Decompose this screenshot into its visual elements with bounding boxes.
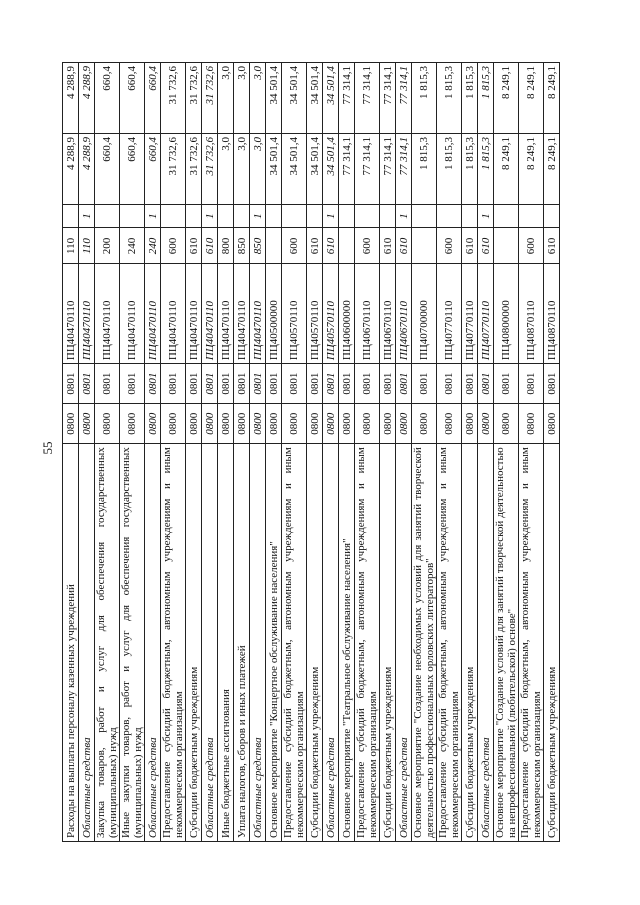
amount-cell-2: 8 249,1 <box>494 63 519 134</box>
target-article-cell: ПЦ40700000 <box>412 264 437 364</box>
target-article-cell: ПЦ40770110 <box>437 264 462 364</box>
amount-cell-2: 31 732,6 <box>202 63 218 134</box>
table-row <box>250 63 266 842</box>
amount-cell-2: 31 732,6 <box>186 63 202 134</box>
amount-cell-1: 1 815,3 <box>478 133 494 204</box>
section-code-cell: 0800 <box>250 404 266 444</box>
target-article-cell: ПЦ40870110 <box>544 264 560 364</box>
target-article-cell: ПЦ40470110 <box>63 264 79 364</box>
expense-type-cell: 610 <box>478 228 494 264</box>
amount-cell-2: 660,4 <box>145 63 161 134</box>
source-code-cell <box>186 204 202 228</box>
amount-cell-2: 8 249,1 <box>519 63 544 134</box>
section-code-cell: 0800 <box>494 404 519 444</box>
amount-cell-2: 34 501,4 <box>307 63 323 134</box>
table-row <box>519 63 544 842</box>
table-row <box>266 63 282 842</box>
row-name-cell: Областные средства <box>396 444 412 842</box>
amount-cell-2: 34 501,4 <box>323 63 339 134</box>
target-article-cell: ПЦ40870110 <box>519 264 544 364</box>
row-name-cell: Областные средства <box>478 444 494 842</box>
amount-cell-2: 1 815,3 <box>412 63 437 134</box>
source-code-cell <box>218 204 234 228</box>
expense-type-cell: 610 <box>307 228 323 264</box>
table-row <box>380 63 396 842</box>
subsection-code-cell: 0801 <box>161 364 186 404</box>
expense-type-cell: 850 <box>234 228 250 264</box>
source-code-cell: 1 <box>478 204 494 228</box>
subsection-code-cell: 0801 <box>234 364 250 404</box>
row-name-cell: Предоставление субсидий бюджетным, автономным учреждениям и иным некоммерческим организациям <box>437 444 462 842</box>
subsection-code-cell: 0801 <box>202 364 218 404</box>
section-code-cell: 0800 <box>145 404 161 444</box>
amount-cell-1: 77 314,1 <box>380 133 396 204</box>
target-article-cell: ПЦ40600000 <box>339 264 355 364</box>
amount-cell-1: 34 501,4 <box>266 133 282 204</box>
row-name-cell: Предоставление субсидий бюджетным, автономным учреждениям и иным некоммерческим организациям <box>282 444 307 842</box>
expense-type-cell: 600 <box>437 228 462 264</box>
subsection-code-cell: 0801 <box>266 364 282 404</box>
rotated-table-frame <box>62 62 622 842</box>
amount-cell-1: 77 314,1 <box>355 133 380 204</box>
amount-cell-1: 34 501,4 <box>323 133 339 204</box>
target-article-cell: ПЦ40670110 <box>380 264 396 364</box>
amount-cell-2: 3,0 <box>234 63 250 134</box>
row-name-cell: Предоставление субсидий бюджетным, автономным учреждениям и иным некоммерческим организациям <box>355 444 380 842</box>
row-name-cell: Субсидии бюджетным учреждениям <box>544 444 560 842</box>
amount-cell-1: 660,4 <box>95 133 120 204</box>
source-code-cell: 1 <box>250 204 266 228</box>
section-code-cell: 0800 <box>161 404 186 444</box>
source-code-cell <box>234 204 250 228</box>
table-row <box>145 63 161 842</box>
target-article-cell: ПЦ40470110 <box>250 264 266 364</box>
amount-cell-2: 660,4 <box>95 63 120 134</box>
expense-type-cell: 600 <box>282 228 307 264</box>
section-code-cell: 0800 <box>63 404 79 444</box>
section-code-cell: 0800 <box>120 404 145 444</box>
table-row <box>339 63 355 842</box>
amount-cell-2: 4 288,9 <box>63 63 79 134</box>
row-name-cell: Субсидии бюджетным учреждениям <box>462 444 478 842</box>
expense-type-cell <box>494 228 519 264</box>
expense-type-cell <box>339 228 355 264</box>
section-code-cell: 0800 <box>380 404 396 444</box>
subsection-code-cell: 0801 <box>250 364 266 404</box>
amount-cell-1: 660,4 <box>145 133 161 204</box>
expense-type-cell: 610 <box>544 228 560 264</box>
target-article-cell: ПЦ40570110 <box>282 264 307 364</box>
section-code-cell: 0800 <box>95 404 120 444</box>
row-name-cell: Закупка товаров, работ и услуг для обеспечения государственных (муниципальных) нужд <box>95 444 120 842</box>
section-code-cell: 0800 <box>412 404 437 444</box>
amount-cell-2: 31 732,6 <box>161 63 186 134</box>
source-code-cell: 1 <box>79 204 95 228</box>
section-code-cell: 0800 <box>282 404 307 444</box>
section-code-cell: 0800 <box>186 404 202 444</box>
amount-cell-1: 34 501,4 <box>282 133 307 204</box>
table-row <box>494 63 519 842</box>
expense-type-cell: 610 <box>396 228 412 264</box>
table-row <box>355 63 380 842</box>
subsection-code-cell: 0801 <box>396 364 412 404</box>
source-code-cell: 1 <box>396 204 412 228</box>
subsection-code-cell: 0801 <box>120 364 145 404</box>
amount-cell-2: 8 249,1 <box>544 63 560 134</box>
row-name-cell: Иные бюджетные ассигнования <box>218 444 234 842</box>
section-code-cell: 0800 <box>234 404 250 444</box>
expense-type-cell: 110 <box>79 228 95 264</box>
expense-type-cell: 610 <box>202 228 218 264</box>
source-code-cell <box>380 204 396 228</box>
subsection-code-cell: 0801 <box>186 364 202 404</box>
source-code-cell <box>412 204 437 228</box>
target-article-cell: ПЦ40500000 <box>266 264 282 364</box>
amount-cell-1: 8 249,1 <box>494 133 519 204</box>
subsection-code-cell: 0801 <box>478 364 494 404</box>
table-row <box>186 63 202 842</box>
row-name-cell: Субсидии бюджетным учреждениям <box>307 444 323 842</box>
source-code-cell <box>519 204 544 228</box>
subsection-code-cell: 0801 <box>519 364 544 404</box>
amount-cell-1: 77 314,1 <box>396 133 412 204</box>
table-row <box>218 63 234 842</box>
expense-type-cell: 610 <box>323 228 339 264</box>
expense-type-cell: 240 <box>145 228 161 264</box>
subsection-code-cell: 0801 <box>95 364 120 404</box>
amount-cell-1: 3,0 <box>250 133 266 204</box>
rotated-table-container <box>62 62 640 838</box>
section-code-cell: 0800 <box>437 404 462 444</box>
budget-table <box>62 62 560 842</box>
section-code-cell: 0800 <box>218 404 234 444</box>
subsection-code-cell: 0801 <box>544 364 560 404</box>
table-row <box>544 63 560 842</box>
source-code-cell <box>355 204 380 228</box>
amount-cell-2: 1 815,3 <box>462 63 478 134</box>
amount-cell-1: 8 249,1 <box>544 133 560 204</box>
row-name-cell: Областные средства <box>79 444 95 842</box>
section-code-cell: 0800 <box>396 404 412 444</box>
expense-type-cell: 600 <box>161 228 186 264</box>
source-code-cell <box>63 204 79 228</box>
subsection-code-cell: 0801 <box>79 364 95 404</box>
table-row <box>282 63 307 842</box>
section-code-cell: 0800 <box>79 404 95 444</box>
subsection-code-cell: 0801 <box>218 364 234 404</box>
amount-cell-1: 660,4 <box>120 133 145 204</box>
expense-type-cell: 850 <box>250 228 266 264</box>
source-code-cell: 1 <box>323 204 339 228</box>
target-article-cell: ПЦ40470110 <box>202 264 218 364</box>
source-code-cell <box>494 204 519 228</box>
table-row <box>120 63 145 842</box>
amount-cell-1: 31 732,6 <box>186 133 202 204</box>
expense-type-cell: 610 <box>186 228 202 264</box>
amount-cell-1: 3,0 <box>234 133 250 204</box>
table-row <box>202 63 218 842</box>
row-name-cell: Областные средства <box>250 444 266 842</box>
row-name-cell: Основное мероприятие "Концертное обслуживание населения" <box>266 444 282 842</box>
amount-cell-2: 1 815,3 <box>437 63 462 134</box>
budget-table-body <box>63 63 560 842</box>
table-row <box>234 63 250 842</box>
expense-type-cell: 200 <box>95 228 120 264</box>
amount-cell-2: 660,4 <box>120 63 145 134</box>
source-code-cell <box>95 204 120 228</box>
subsection-code-cell: 0801 <box>323 364 339 404</box>
subsection-code-cell: 0801 <box>63 364 79 404</box>
amount-cell-2: 3,0 <box>250 63 266 134</box>
amount-cell-1: 31 732,6 <box>202 133 218 204</box>
amount-cell-1: 31 732,6 <box>161 133 186 204</box>
amount-cell-1: 8 249,1 <box>519 133 544 204</box>
source-code-cell <box>339 204 355 228</box>
row-name-cell: Иные закупки товаров, работ и услуг для обеспечения государственных (муниципальных) нужд <box>120 444 145 842</box>
row-name-cell: Субсидии бюджетным учреждениям <box>186 444 202 842</box>
row-name-cell: Предоставление субсидий бюджетным, автономным учреждениям и иным некоммерческим организациям <box>161 444 186 842</box>
amount-cell-1: 4 288,9 <box>63 133 79 204</box>
amount-cell-2: 1 815,3 <box>478 63 494 134</box>
amount-cell-2: 77 314,1 <box>339 63 355 134</box>
source-code-cell <box>307 204 323 228</box>
amount-cell-2: 77 314,1 <box>355 63 380 134</box>
expense-type-cell: 110 <box>63 228 79 264</box>
source-code-cell: 1 <box>202 204 218 228</box>
subsection-code-cell: 0801 <box>437 364 462 404</box>
expense-type-cell: 610 <box>380 228 396 264</box>
source-code-cell <box>161 204 186 228</box>
source-code-cell <box>544 204 560 228</box>
amount-cell-1: 34 501,4 <box>307 133 323 204</box>
section-code-cell: 0800 <box>266 404 282 444</box>
amount-cell-1: 77 314,1 <box>339 133 355 204</box>
subsection-code-cell: 0801 <box>412 364 437 404</box>
subsection-code-cell: 0801 <box>355 364 380 404</box>
row-name-cell: Основное мероприятие "Создание условий для занятий творческой деятельностью на непрофессиональной (любительской) основе" <box>494 444 519 842</box>
amount-cell-1: 1 815,3 <box>412 133 437 204</box>
table-row <box>79 63 95 842</box>
row-name-cell: Уплата налогов, сборов и иных платежей <box>234 444 250 842</box>
subsection-code-cell: 0801 <box>282 364 307 404</box>
expense-type-cell: 610 <box>462 228 478 264</box>
table-row <box>396 63 412 842</box>
amount-cell-1: 1 815,3 <box>437 133 462 204</box>
row-name-cell: Основное мероприятие "Создание необходимых условий для занятий творческой деятельностью профессиональных орловских литераторов" <box>412 444 437 842</box>
amount-cell-2: 3,0 <box>218 63 234 134</box>
row-name-cell: Субсидии бюджетным учреждениям <box>380 444 396 842</box>
target-article-cell: ПЦ40470110 <box>120 264 145 364</box>
row-name-cell: Расходы на выплаты персоналу казенных учреждений <box>63 444 79 842</box>
table-row <box>161 63 186 842</box>
subsection-code-cell: 0801 <box>494 364 519 404</box>
table-row <box>307 63 323 842</box>
amount-cell-2: 77 314,1 <box>396 63 412 134</box>
source-code-cell <box>266 204 282 228</box>
table-row <box>95 63 120 842</box>
target-article-cell: ПЦ40470110 <box>145 264 161 364</box>
source-code-cell <box>437 204 462 228</box>
section-code-cell: 0800 <box>478 404 494 444</box>
source-code-cell <box>120 204 145 228</box>
expense-type-cell: 800 <box>218 228 234 264</box>
section-code-cell: 0800 <box>339 404 355 444</box>
row-name-cell: Основное мероприятие "Театральное обслуживание населения" <box>339 444 355 842</box>
table-row <box>437 63 462 842</box>
amount-cell-2: 4 288,9 <box>79 63 95 134</box>
expense-type-cell: 600 <box>355 228 380 264</box>
section-code-cell: 0800 <box>323 404 339 444</box>
table-row <box>323 63 339 842</box>
table-row <box>412 63 437 842</box>
table-row <box>462 63 478 842</box>
section-code-cell: 0800 <box>202 404 218 444</box>
target-article-cell: ПЦ40470110 <box>234 264 250 364</box>
expense-type-cell: 240 <box>120 228 145 264</box>
target-article-cell: ПЦ40470110 <box>186 264 202 364</box>
page-number: 55 <box>40 441 55 455</box>
source-code-cell <box>282 204 307 228</box>
target-article-cell: ПЦ40770110 <box>478 264 494 364</box>
amount-cell-2: 34 501,4 <box>282 63 307 134</box>
target-article-cell: ПЦ40470110 <box>95 264 120 364</box>
target-article-cell: ПЦ40570110 <box>323 264 339 364</box>
target-article-cell: ПЦ40470110 <box>218 264 234 364</box>
amount-cell-2: 34 501,4 <box>266 63 282 134</box>
subsection-code-cell: 0801 <box>339 364 355 404</box>
amount-cell-1: 3,0 <box>218 133 234 204</box>
expense-type-cell <box>412 228 437 264</box>
expense-type-cell <box>266 228 282 264</box>
amount-cell-1: 1 815,3 <box>462 133 478 204</box>
row-name-cell: Предоставление субсидий бюджетным, автономным учреждениям и иным некоммерческим организациям <box>519 444 544 842</box>
section-code-cell: 0800 <box>544 404 560 444</box>
subsection-code-cell: 0801 <box>380 364 396 404</box>
target-article-cell: ПЦ40570110 <box>307 264 323 364</box>
amount-cell-2: 77 314,1 <box>380 63 396 134</box>
target-article-cell: ПЦ40470110 <box>79 264 95 364</box>
expense-type-cell: 600 <box>519 228 544 264</box>
amount-cell-1: 4 288,9 <box>79 133 95 204</box>
row-name-cell: Областные средства <box>202 444 218 842</box>
target-article-cell: ПЦ40670110 <box>355 264 380 364</box>
table-row <box>478 63 494 842</box>
target-article-cell: ПЦ40470110 <box>161 264 186 364</box>
section-code-cell: 0800 <box>307 404 323 444</box>
target-article-cell: ПЦ40770110 <box>462 264 478 364</box>
subsection-code-cell: 0801 <box>145 364 161 404</box>
target-article-cell: ПЦ40800000 <box>494 264 519 364</box>
row-name-cell: Областные средства <box>323 444 339 842</box>
section-code-cell: 0800 <box>355 404 380 444</box>
row-name-cell: Областные средства <box>145 444 161 842</box>
target-article-cell: ПЦ40670110 <box>396 264 412 364</box>
subsection-code-cell: 0801 <box>307 364 323 404</box>
section-code-cell: 0800 <box>519 404 544 444</box>
table-row <box>63 63 79 842</box>
source-code-cell <box>462 204 478 228</box>
source-code-cell: 1 <box>145 204 161 228</box>
section-code-cell: 0800 <box>462 404 478 444</box>
subsection-code-cell: 0801 <box>462 364 478 404</box>
